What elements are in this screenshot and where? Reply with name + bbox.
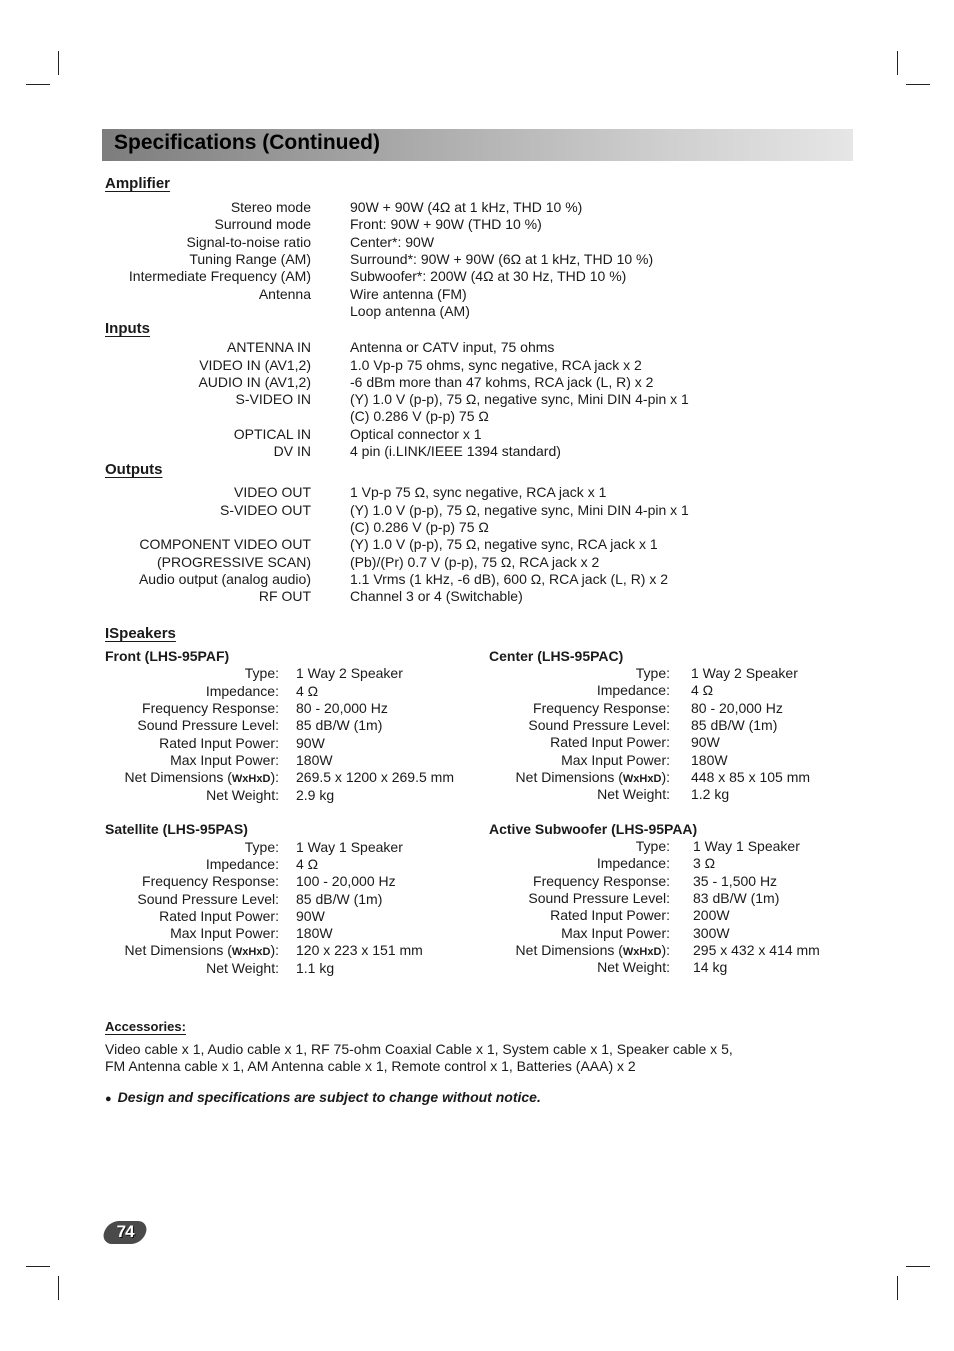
spec-value: 180W [691, 752, 728, 768]
crop-mark [58, 1276, 59, 1300]
spec-value: 100 - 20,000 Hz [296, 873, 396, 889]
accessories-heading: Accessories: [105, 1019, 186, 1034]
spec-value: 448 x 85 x 105 mm [691, 769, 811, 785]
spec-value: 200W [693, 907, 730, 923]
spec-label: Type: [635, 838, 670, 854]
spec-value: 85 dB/W (1m) [296, 717, 383, 733]
front-speaker-title: Front (LHS-95PAF) [105, 648, 230, 664]
spec-value: 4 pin (i.LINK/IEEE 1394 standard) [350, 443, 561, 459]
dims-unit: WxHxD [231, 946, 271, 958]
spec-label: Max Input Power: [561, 752, 670, 768]
page-title: Specifications (Continued) [114, 131, 381, 154]
spec-label: Sound Pressure Level: [137, 891, 279, 907]
spec-value: 300W [693, 925, 730, 941]
outputs-row [0, 554, 600, 571]
spec-value: 90W + 90W (4Ω at 1 kHz, THD 10 %) [350, 199, 583, 215]
dims-unit: WxHxD [622, 773, 662, 785]
spec-label: RF OUT [258, 588, 311, 604]
spec-label: Net Weight: [597, 959, 670, 975]
spec-value: Antenna or CATV input, 75 ohms [350, 339, 555, 355]
spec-value: 1.2 kg [691, 786, 730, 802]
crop-mark [26, 1266, 50, 1267]
amplifier-row [0, 251, 654, 268]
spec-label: Antenna [258, 286, 311, 302]
spec-value: Front: 90W + 90W (THD 10 %) [350, 216, 542, 232]
spec-label: COMPONENT VIDEO OUT [139, 536, 311, 552]
spec-value: Surround*: 90W + 90W (6Ω at 1 kHz, THD 10 %) [350, 251, 654, 267]
spec-label: VIDEO OUT [233, 484, 311, 500]
speaker-spec-row [0, 925, 730, 942]
crop-mark [26, 84, 50, 85]
amplifier-row [0, 234, 435, 251]
crop-mark [897, 1276, 898, 1300]
spec-label: Surround mode [214, 216, 311, 232]
spec-value: 1 Way 1 Speaker [296, 839, 403, 855]
spec-value: -6 dBm more than 47 kohms, RCA jack (L, R) x 2 [350, 374, 654, 390]
spec-label: Impedance: [205, 683, 279, 699]
center-speaker-title: Center (LHS-95PAC) [489, 648, 624, 664]
spec-label: Sound Pressure Level: [528, 717, 670, 733]
spec-value: Loop antenna (AM) [350, 303, 470, 319]
spec-value: Wire antenna (FM) [350, 286, 467, 302]
amplifier-row [0, 268, 627, 285]
inputs-heading: Inputs [105, 320, 150, 337]
spec-value: 1.0 Vp-p 75 ohms, sync negative, RCA jack x 2 [350, 357, 642, 373]
spec-label: Rated Input Power: [550, 734, 670, 750]
spec-value: (Y) 1.0 V (p-p), 75 Ω, negative sync, Mini DIN 4-pin x 1 [350, 502, 689, 518]
spec-label: Rated Input Power: [159, 908, 279, 924]
spec-value: 180W [296, 752, 333, 768]
dims-suffix: ): [270, 769, 279, 785]
dims-suffix: ): [661, 942, 670, 958]
spec-label: Frequency Response: [142, 700, 279, 716]
outputs-row [0, 588, 523, 605]
title-bar [102, 129, 853, 161]
dims-prefix: Net Dimensions ( [515, 942, 623, 958]
spec-label: Net Weight: [206, 787, 279, 803]
spec-label: Type: [244, 839, 279, 855]
spec-label: Sound Pressure Level: [137, 717, 279, 733]
spec-value: 80 - 20,000 Hz [296, 700, 388, 716]
crop-mark [897, 51, 898, 75]
dims-suffix: ): [661, 769, 670, 785]
spec-value: 90W [691, 734, 720, 750]
spec-label: Intermediate Frequency (AM) [128, 268, 311, 284]
inputs-row [0, 374, 654, 391]
spec-value: 4 Ω [296, 683, 319, 699]
spec-label: S-VIDEO OUT [219, 502, 311, 518]
spec-value: 90W [296, 908, 325, 924]
dims-prefix: Net Dimensions ( [124, 942, 232, 958]
outputs-row [0, 484, 607, 501]
speakers-heading: ISpeakers [105, 625, 176, 642]
spec-value: 1 Way 1 Speaker [693, 838, 800, 854]
accessories-line: FM Antenna cable x 1, AM Antenna cable x 1, Remote control x 1, Batteries (AAA) x 2 [105, 1058, 636, 1074]
spec-label: OPTICAL IN [233, 426, 311, 442]
spec-label: Frequency Response: [533, 873, 670, 889]
spec-value: Subwoofer*: 200W (4Ω at 30 Hz, THD 10 %) [350, 268, 627, 284]
inputs-row [0, 339, 555, 356]
spec-label: Tuning Range (AM) [189, 251, 311, 267]
spec-value: (C) 0.286 V (p-p) 75 Ω [350, 519, 489, 535]
spec-value: 3 Ω [693, 855, 716, 871]
speaker-spec-row [0, 907, 730, 924]
spec-label: Signal-to-noise ratio [186, 234, 311, 250]
speaker-spec-row [0, 769, 811, 786]
crop-mark [906, 84, 930, 85]
dims-unit: WxHxD [231, 773, 271, 785]
spec-value: 120 x 223 x 151 mm [296, 942, 423, 958]
inputs-row [0, 426, 482, 443]
spec-value: 1 Way 2 Speaker [691, 665, 798, 681]
spec-value: (Y) 1.0 V (p-p), 75 Ω, negative sync, RCA jack x 1 [350, 536, 658, 552]
dims-suffix: ): [270, 942, 279, 958]
dims-prefix: Net Dimensions ( [515, 769, 623, 785]
speaker-spec-row [0, 682, 714, 699]
inputs-row [0, 443, 561, 460]
spec-value: (Y) 1.0 V (p-p), 75 Ω, negative sync, Mini DIN 4-pin x 1 [350, 391, 689, 407]
spec-value: 80 - 20,000 Hz [691, 700, 783, 716]
spec-label: Net Weight: [597, 786, 670, 802]
outputs-heading: Outputs [105, 461, 163, 478]
spec-value: 35 - 1,500 Hz [693, 873, 778, 889]
spec-label: Net Weight: [206, 960, 279, 976]
spec-value: (C) 0.286 V (p-p) 75 Ω [350, 408, 489, 424]
spec-value: 83 dB/W (1m) [693, 890, 780, 906]
spec-label: Sound Pressure Level: [528, 890, 670, 906]
accessories-line: Video cable x 1, Audio cable x 1, RF 75-ohm Coaxial Cable x 1, System cable x 1, Speaker cable x 5, [105, 1041, 733, 1057]
outputs-row [0, 571, 669, 588]
spec-label: S-VIDEO IN [235, 391, 311, 407]
spec-value: Channel 3 or 4 (Switchable) [350, 588, 523, 604]
speaker-spec-row [0, 959, 728, 976]
crop-mark [58, 51, 59, 75]
speaker-spec-row [0, 665, 798, 682]
spec-label: Type: [635, 665, 670, 681]
speaker-spec-row [0, 717, 778, 734]
spec-label: Impedance: [205, 856, 279, 872]
spec-label: Frequency Response: [142, 873, 279, 889]
speaker-spec-row [0, 855, 716, 872]
spec-value: 1.1 Vrms (1 kHz, -6 dB), 600 Ω, RCA jack (L, R) x 2 [350, 571, 669, 587]
amplifier-heading: Amplifier [105, 175, 171, 192]
bullet-icon: ● [105, 1093, 112, 1105]
spec-value: 180W [296, 925, 333, 941]
spec-value: Center*: 90W [350, 234, 435, 250]
spec-value: 295 x 432 x 414 mm [693, 942, 820, 958]
spec-value: 1 Vp-p 75 Ω, sync negative, RCA jack x 1 [350, 484, 607, 500]
spec-value: 85 dB/W (1m) [296, 891, 383, 907]
spec-label: Max Input Power: [170, 752, 279, 768]
speaker-spec-row [0, 873, 778, 890]
satellite-speaker-title: Satellite (LHS-95PAS) [105, 821, 248, 837]
inputs-row [0, 357, 642, 374]
spec-label: (PROGRESSIVE SCAN) [156, 554, 311, 570]
spec-value: 1 Way 2 Speaker [296, 665, 403, 681]
spec-value: 4 Ω [296, 856, 319, 872]
spec-label: Frequency Response: [533, 700, 670, 716]
spec-label: DV IN [273, 443, 311, 459]
spec-label: VIDEO IN (AV1,2) [199, 357, 311, 373]
spec-value: 85 dB/W (1m) [691, 717, 778, 733]
dims-unit: WxHxD [622, 946, 662, 958]
spec-label: Audio output (analog audio) [138, 571, 311, 587]
crop-mark [906, 1266, 930, 1267]
spec-label: Rated Input Power: [550, 907, 670, 923]
amplifier-row [0, 286, 467, 303]
speaker-spec-row [0, 700, 783, 717]
spec-label: ANTENNA IN [226, 339, 311, 355]
speaker-spec-row [0, 838, 800, 855]
note-text: Design and specifications are subject to change without notice. [117, 1089, 541, 1105]
page-number: 74 [116, 1222, 134, 1241]
spec-value: 14 kg [693, 959, 728, 975]
spec-label: Impedance: [596, 855, 670, 871]
spec-label: Max Input Power: [561, 925, 670, 941]
speaker-spec-row [0, 734, 720, 751]
spec-value: 90W [296, 735, 325, 751]
spec-value: 1.1 kg [296, 960, 335, 976]
speaker-spec-row [0, 890, 780, 907]
spec-value: (Pb)/(Pr) 0.7 V (p-p), 75 Ω, RCA jack x 2 [350, 554, 600, 570]
spec-label: Stereo mode [230, 199, 311, 215]
spec-value: 269.5 x 1200 x 269.5 mm [296, 769, 454, 785]
spec-value: 4 Ω [691, 682, 714, 698]
amplifier-row [0, 216, 542, 233]
disclaimer-note [105, 1089, 541, 1105]
inputs-row [0, 391, 689, 408]
dims-prefix: Net Dimensions ( [124, 769, 232, 785]
page-number-badge [102, 1221, 149, 1244]
outputs-row [0, 502, 689, 519]
spec-value: Optical connector x 1 [350, 426, 482, 442]
amplifier-row [0, 199, 583, 216]
spec-label: AUDIO IN (AV1,2) [198, 374, 311, 390]
spec-label: Impedance: [596, 682, 670, 698]
speaker-spec-row [0, 942, 820, 959]
spec-label: Max Input Power: [170, 925, 279, 941]
speaker-spec-row [0, 786, 730, 803]
spec-label: Type: [244, 665, 279, 681]
speaker-spec-row [0, 752, 728, 769]
outputs-row [0, 536, 658, 553]
subwoofer-title: Active Subwoofer (LHS-95PAA) [489, 821, 698, 837]
spec-value: 2.9 kg [296, 787, 335, 803]
spec-label: Rated Input Power: [159, 735, 279, 751]
